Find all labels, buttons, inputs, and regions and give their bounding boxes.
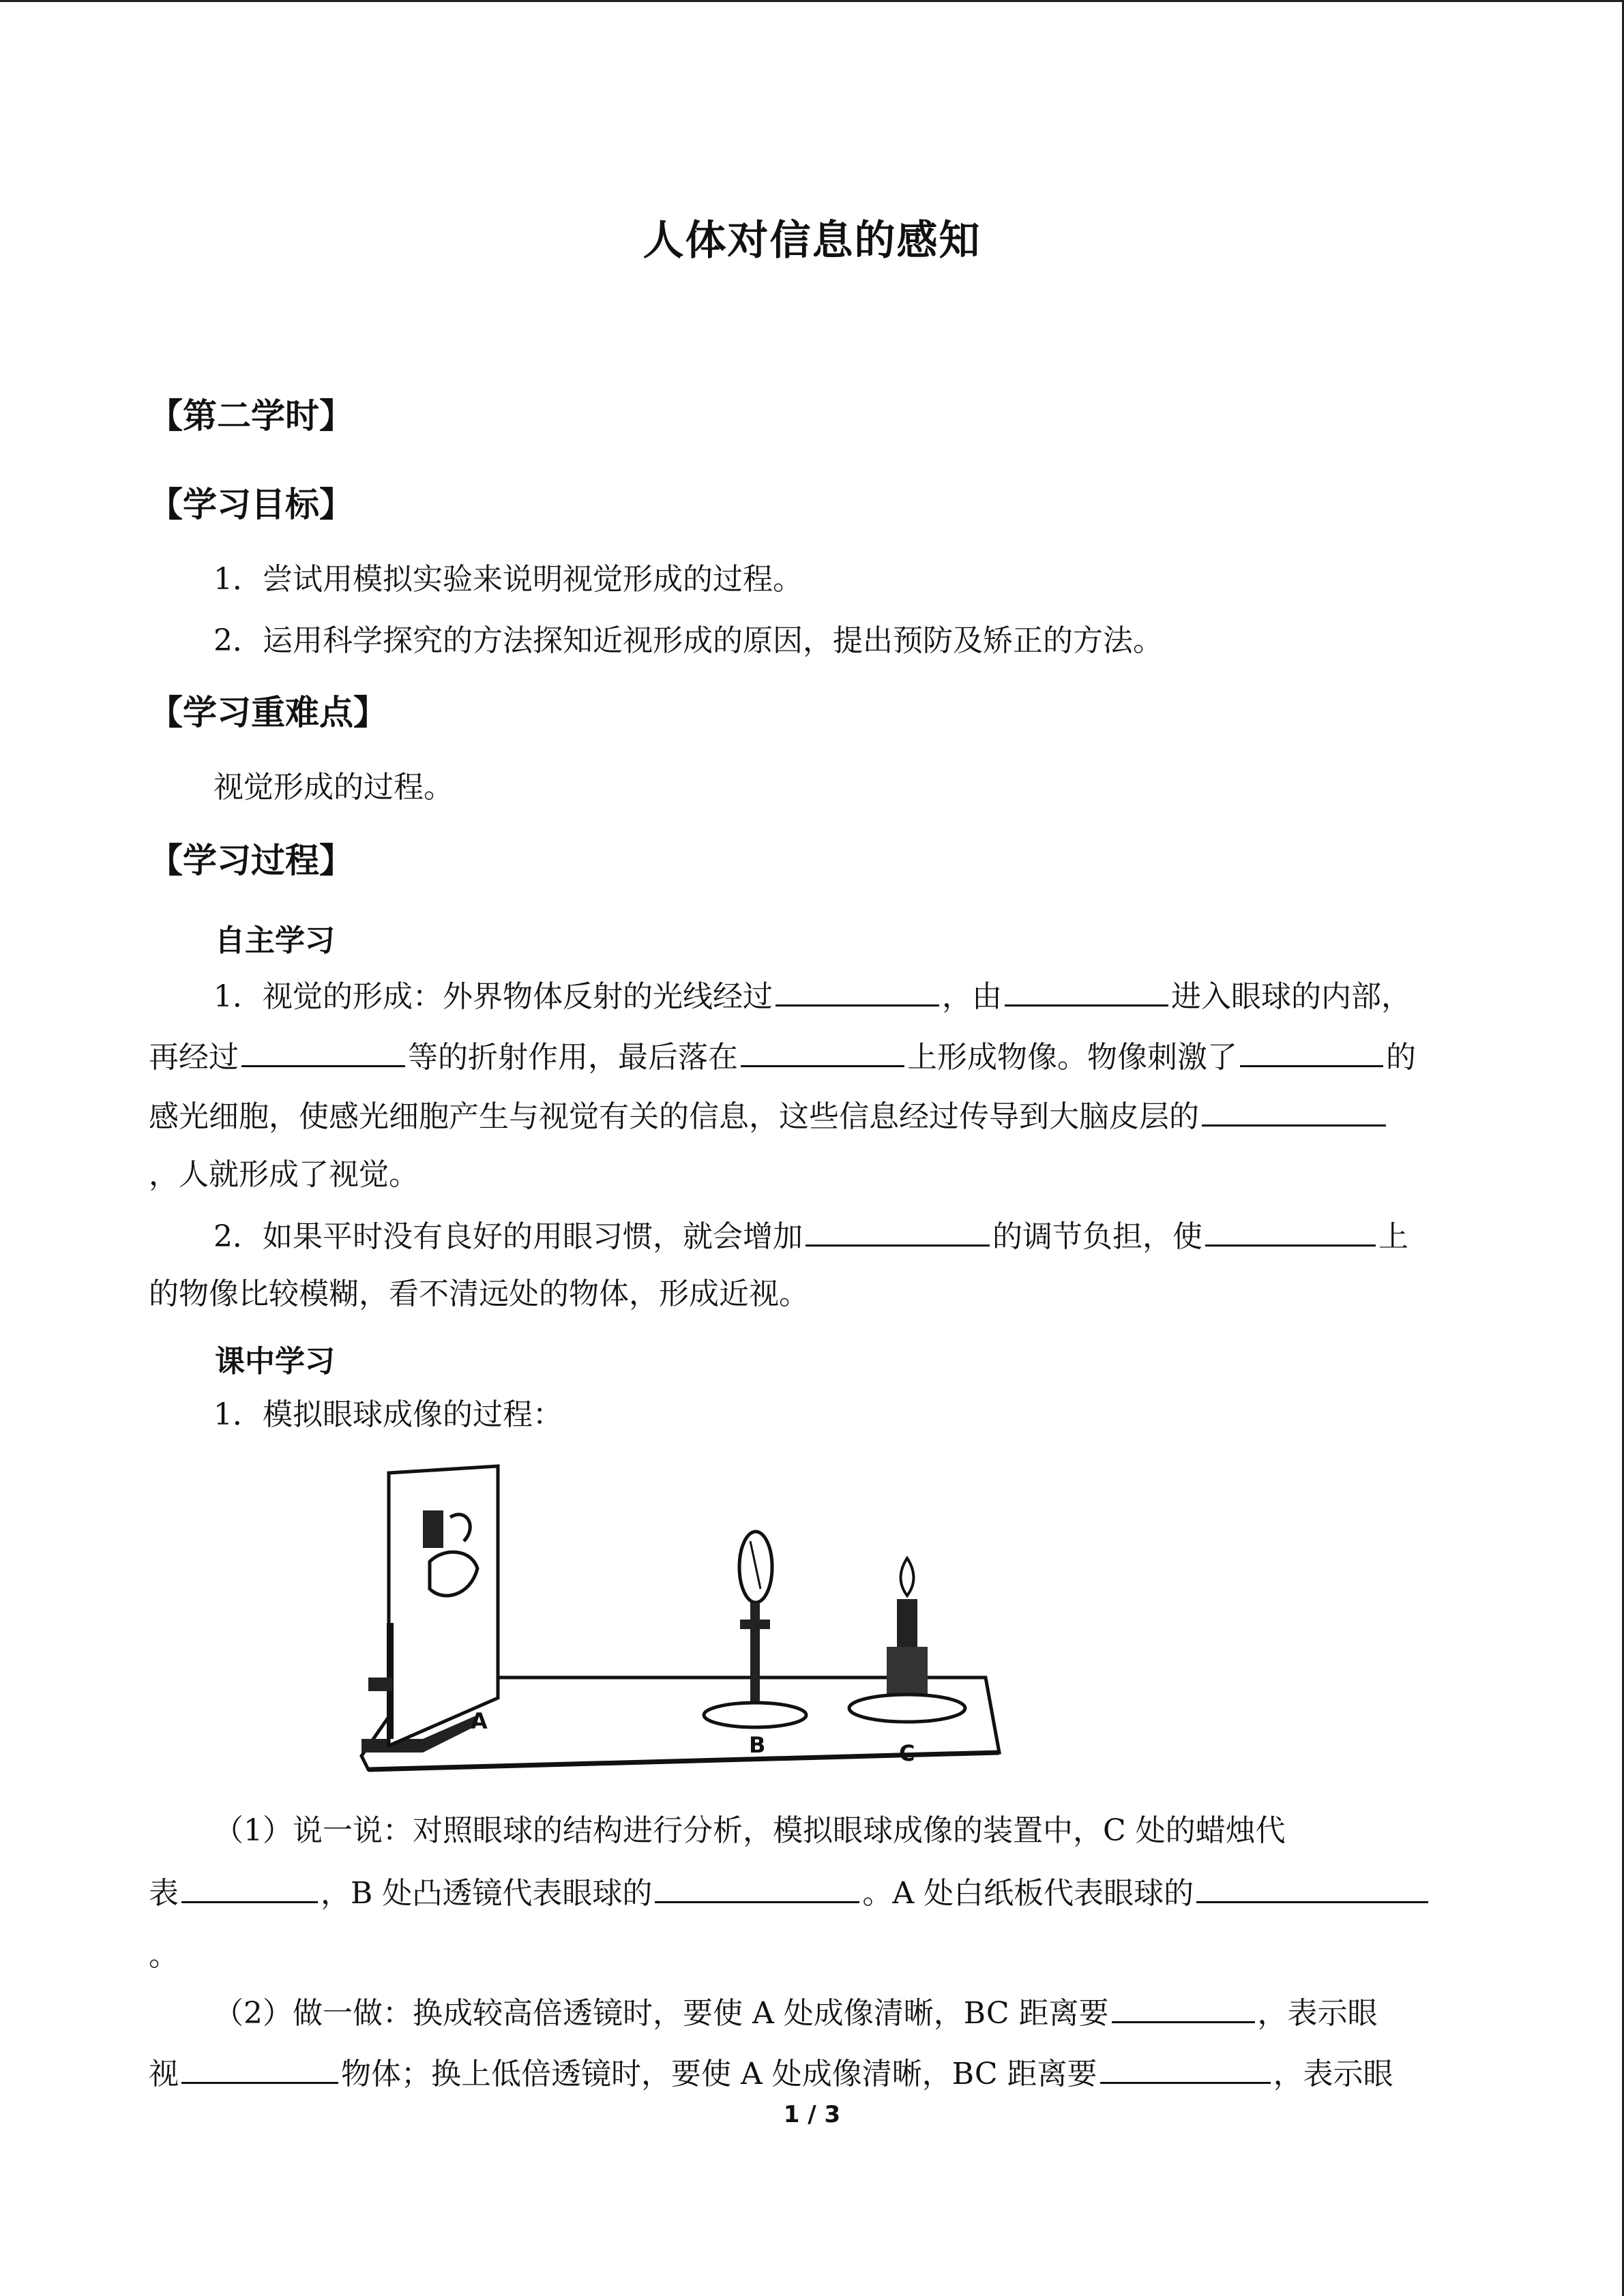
question-line: 2．如果平时没有良好的用眼习惯，就会增加 的调节负担，使 上	[213, 1214, 1408, 1257]
answer-blank[interactable]	[1100, 2052, 1271, 2084]
question-line: 再经过 等的折射作用，最后落在 上形成物像。物像刺激了 的	[149, 1035, 1416, 1078]
lens-base	[704, 1703, 806, 1727]
answer-blank[interactable]	[181, 2052, 338, 2084]
answer-blank[interactable]	[776, 974, 939, 1007]
question-line: （2）做一做：换成较高倍透镜时，要使 A 处成像清晰，BC 距离要 ，表示眼	[213, 1991, 1378, 2034]
question-line: （1）说一说：对照眼球的结构进行分析，模拟眼球成像的装置中，C 处的蜡烛代	[213, 1813, 1286, 1848]
answer-blank[interactable]	[655, 1871, 859, 1903]
answer-blank[interactable]	[1112, 1991, 1255, 2023]
question-line: 视 物体；换上低倍透镜时，要使 A 处成像清晰，BC 距离要 ，表示眼	[149, 2052, 1393, 2095]
page-number: 1 / 3	[783, 2101, 841, 2128]
answer-blank[interactable]	[181, 1871, 318, 1903]
page-title: 人体对信息的感知	[643, 217, 981, 265]
heading-key-points: 【学习重难点】	[149, 693, 387, 732]
screen-clamp	[368, 1678, 392, 1691]
answer-blank[interactable]	[1196, 1871, 1428, 1903]
answer-blank[interactable]	[1240, 1035, 1383, 1067]
figure-label-c: C	[899, 1740, 915, 1766]
lens-stand	[750, 1602, 760, 1712]
key-point-text: 视觉形成的过程。	[213, 770, 454, 805]
self-study-label: 自主学习	[215, 923, 335, 958]
candle-base	[849, 1695, 965, 1722]
eye-model-apparatus-figure	[341, 1452, 1009, 1773]
answer-blank[interactable]	[1205, 1214, 1376, 1247]
paper-screen	[389, 1466, 498, 1746]
question-line: 表 ，B 处凸透镜代表眼球的 。A 处白纸板代表眼球的	[149, 1871, 1431, 1914]
answer-blank[interactable]	[1202, 1094, 1386, 1127]
class-item-1: 1．模拟眼球成像的过程：	[213, 1397, 563, 1432]
answer-blank[interactable]	[241, 1035, 405, 1067]
question-line: 1．视觉的形成：外界物体反射的光线经过 ，由 进入眼球的内部，	[213, 974, 1411, 1017]
goal-item: 1．尝试用模拟实验来说明视觉形成的过程。	[213, 562, 803, 597]
lens-holder	[740, 1620, 770, 1629]
heading-lesson: 【第二学时】	[149, 396, 353, 436]
heading-process: 【学习过程】	[149, 841, 353, 880]
candle-flame	[901, 1558, 914, 1596]
question-line: 感光细胞，使感光细胞产生与视觉有关的信息，这些信息经过传导到大脑皮层的	[149, 1094, 1389, 1137]
figure-label-a: A	[471, 1708, 488, 1734]
answer-blank[interactable]	[806, 1214, 990, 1247]
figure-label-b: B	[749, 1732, 766, 1758]
answer-blank[interactable]	[741, 1035, 904, 1067]
question-line: ，人就形成了视觉。	[149, 1157, 419, 1192]
question-line: 的物像比较模糊，看不清远处的物体，形成近视。	[149, 1277, 809, 1311]
inverted-image	[423, 1510, 443, 1548]
goal-item: 2．运用科学探究的方法探知近视形成的原因，提出预防及矫正的方法。	[213, 623, 1163, 658]
question-line: 。	[149, 1938, 179, 1973]
answer-blank[interactable]	[1005, 974, 1168, 1007]
class-study-label: 课中学习	[215, 1344, 335, 1379]
heading-goals: 【学习目标】	[149, 485, 353, 524]
